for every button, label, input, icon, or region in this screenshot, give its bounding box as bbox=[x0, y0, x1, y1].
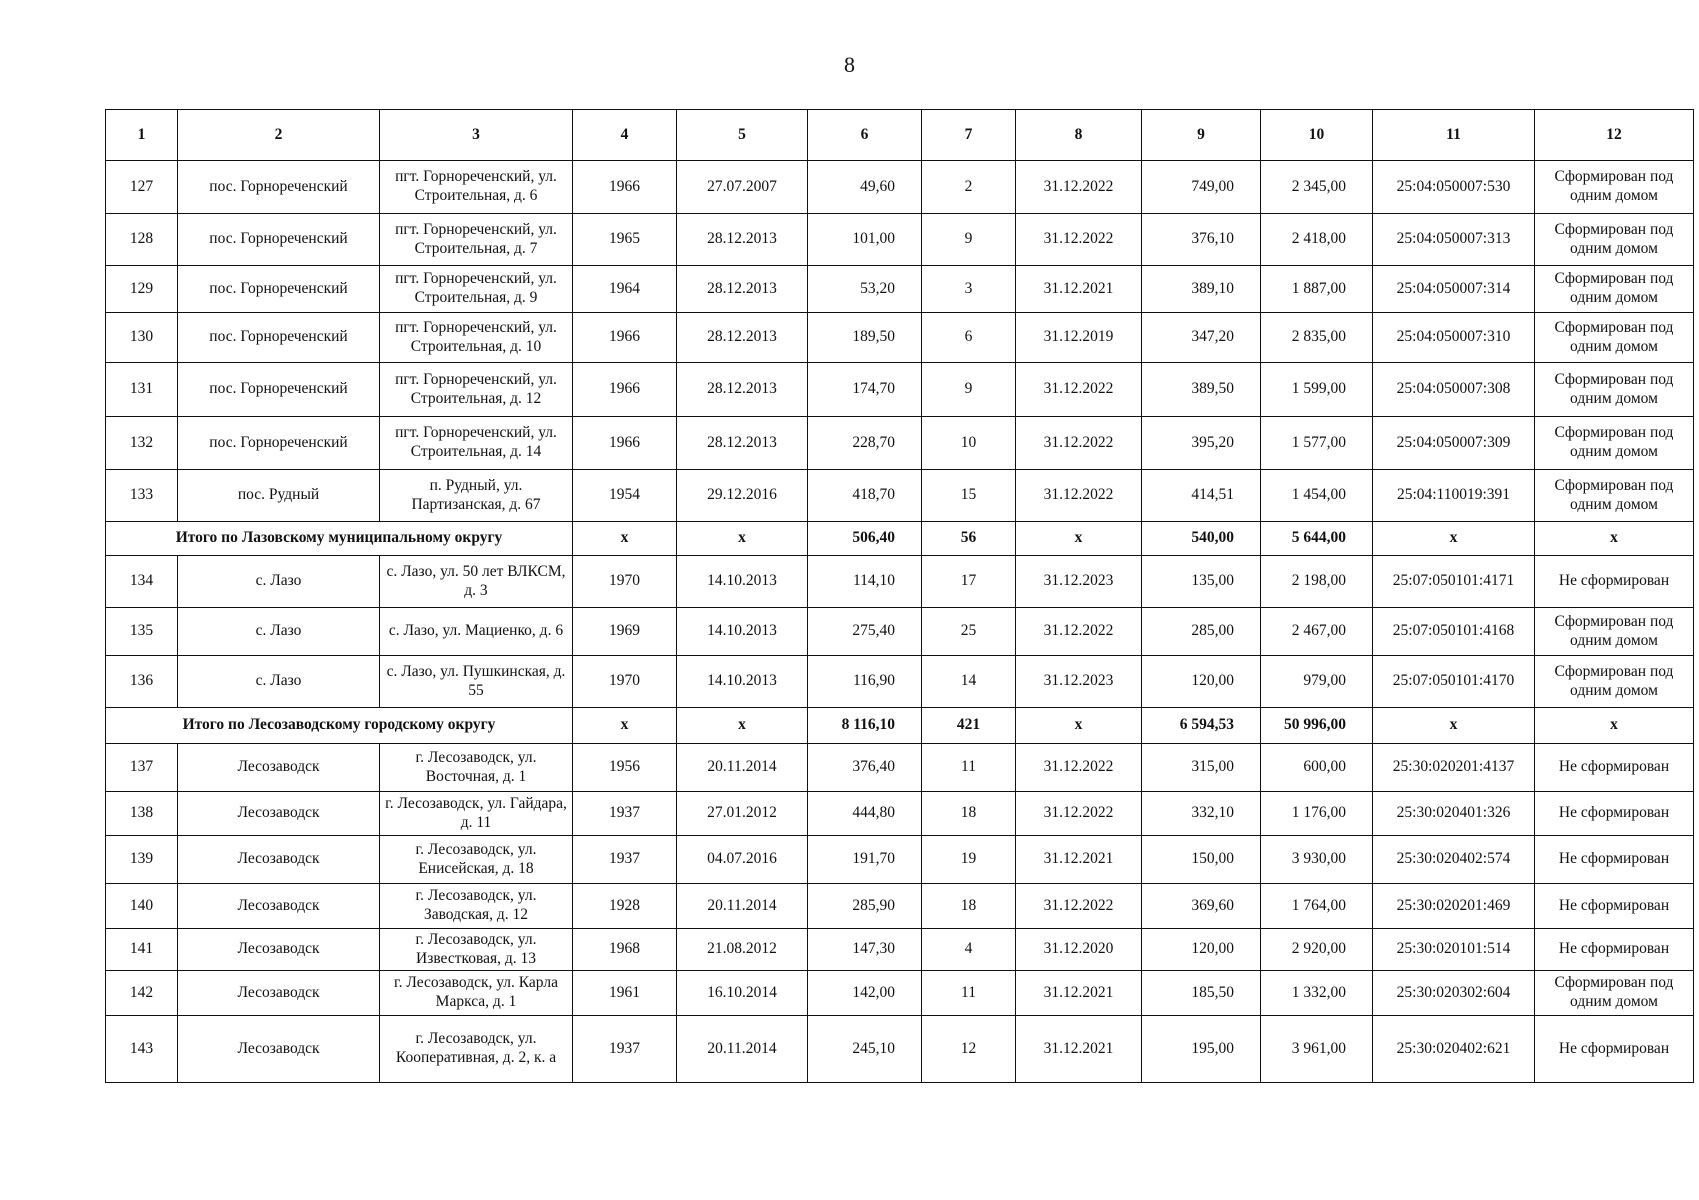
area-cell: 2 920,00 bbox=[1261, 929, 1373, 971]
area-cell: 444,80 bbox=[808, 792, 922, 836]
year-cell: 1966 bbox=[573, 313, 677, 363]
deadline-cell: 31.12.2021 bbox=[1016, 836, 1142, 884]
column-header: 6 bbox=[808, 110, 922, 161]
settlement-cell: пос. Рудный bbox=[178, 470, 380, 522]
settlement-cell: Лесозаводск bbox=[178, 884, 380, 929]
settlement-cell: Лесозаводск bbox=[178, 836, 380, 884]
area-cell: 1 176,00 bbox=[1261, 792, 1373, 836]
subtotal-value-cell: x bbox=[1535, 708, 1694, 744]
cadastral-number-cell: 25:04:050007:309 bbox=[1373, 417, 1535, 470]
residents-cell: 9 bbox=[922, 214, 1016, 266]
address-cell: с. Лазо, ул. 50 лет ВЛКСМ, д. 3 bbox=[380, 556, 573, 608]
table-row bbox=[106, 744, 1694, 792]
year-cell: 1966 bbox=[573, 363, 677, 417]
row-number-cell: 135 bbox=[106, 608, 178, 656]
year-cell: 1965 bbox=[573, 214, 677, 266]
table-row bbox=[106, 884, 1694, 929]
land-status-cell: Сформирован под одним домом bbox=[1535, 470, 1694, 522]
area-cell: 114,10 bbox=[808, 556, 922, 608]
date-cell: 20.11.2014 bbox=[677, 1016, 808, 1083]
column-header: 8 bbox=[1016, 110, 1142, 161]
settlement-cell: Лесозаводск bbox=[178, 971, 380, 1016]
residents-cell: 11 bbox=[922, 971, 1016, 1016]
subtotal-value-cell: x bbox=[573, 708, 677, 744]
residents-cell: 4 bbox=[922, 929, 1016, 971]
settlement-cell: пос. Горнореченский bbox=[178, 363, 380, 417]
row-number-cell: 142 bbox=[106, 971, 178, 1016]
area-cell: 418,70 bbox=[808, 470, 922, 522]
address-cell: с. Лазо, ул. Мациенко, д. 6 bbox=[380, 608, 573, 656]
area-cell: 150,00 bbox=[1142, 836, 1261, 884]
subtotal-value-cell: 5 644,00 bbox=[1261, 522, 1373, 556]
land-status-cell: Сформирован под одним домом bbox=[1535, 161, 1694, 214]
residents-cell: 6 bbox=[922, 313, 1016, 363]
residents-cell: 2 bbox=[922, 161, 1016, 214]
year-cell: 1954 bbox=[573, 470, 677, 522]
deadline-cell: 31.12.2022 bbox=[1016, 161, 1142, 214]
deadline-cell: 31.12.2019 bbox=[1016, 313, 1142, 363]
settlement-cell: Лесозаводск bbox=[178, 1016, 380, 1083]
table-row bbox=[106, 214, 1694, 266]
table-row bbox=[106, 161, 1694, 214]
area-cell: 347,20 bbox=[1142, 313, 1261, 363]
year-cell: 1968 bbox=[573, 929, 677, 971]
settlement-cell: пос. Горнореченский bbox=[178, 161, 380, 214]
row-number-cell: 139 bbox=[106, 836, 178, 884]
settlement-cell: с. Лазо bbox=[178, 608, 380, 656]
area-cell: 1 599,00 bbox=[1261, 363, 1373, 417]
area-cell: 414,51 bbox=[1142, 470, 1261, 522]
subtotal-value-cell: 506,40 bbox=[808, 522, 922, 556]
area-cell: 395,20 bbox=[1142, 417, 1261, 470]
area-cell: 332,10 bbox=[1142, 792, 1261, 836]
cadastral-number-cell: 25:30:020401:326 bbox=[1373, 792, 1535, 836]
row-number-cell: 136 bbox=[106, 656, 178, 708]
area-cell: 49,60 bbox=[808, 161, 922, 214]
area-cell: 376,40 bbox=[808, 744, 922, 792]
table-row bbox=[106, 1016, 1694, 1083]
cadastral-number-cell: 25:30:020302:604 bbox=[1373, 971, 1535, 1016]
deadline-cell: 31.12.2021 bbox=[1016, 971, 1142, 1016]
date-cell: 14.10.2013 bbox=[677, 556, 808, 608]
area-cell: 185,50 bbox=[1142, 971, 1261, 1016]
housing-register-table bbox=[105, 109, 1694, 1083]
date-cell: 20.11.2014 bbox=[677, 744, 808, 792]
area-cell: 191,70 bbox=[808, 836, 922, 884]
residents-cell: 9 bbox=[922, 363, 1016, 417]
address-cell: пгт. Горнореченский, ул. Строительная, д. 10 bbox=[380, 313, 573, 363]
cadastral-number-cell: 25:30:020101:514 bbox=[1373, 929, 1535, 971]
row-number-cell: 130 bbox=[106, 313, 178, 363]
area-cell: 3 930,00 bbox=[1261, 836, 1373, 884]
row-number-cell: 132 bbox=[106, 417, 178, 470]
land-status-cell: Не сформирован bbox=[1535, 792, 1694, 836]
date-cell: 14.10.2013 bbox=[677, 656, 808, 708]
table-row bbox=[106, 836, 1694, 884]
area-cell: 285,90 bbox=[808, 884, 922, 929]
residents-cell: 3 bbox=[922, 266, 1016, 313]
subtotal-value-cell: 421 bbox=[922, 708, 1016, 744]
date-cell: 27.01.2012 bbox=[677, 792, 808, 836]
cadastral-number-cell: 25:07:050101:4168 bbox=[1373, 608, 1535, 656]
area-cell: 53,20 bbox=[808, 266, 922, 313]
cadastral-number-cell: 25:04:050007:310 bbox=[1373, 313, 1535, 363]
land-status-cell: Сформирован под одним домом bbox=[1535, 266, 1694, 313]
land-status-cell: Сформирован под одним домом bbox=[1535, 214, 1694, 266]
settlement-cell: пос. Горнореченский bbox=[178, 266, 380, 313]
address-cell: г. Лесозаводск, ул. Енисейская, д. 18 bbox=[380, 836, 573, 884]
subtotal-value-cell: 50 996,00 bbox=[1261, 708, 1373, 744]
subtotal-label: Итого по Лазовскому муниципальному округу bbox=[106, 522, 573, 556]
residents-cell: 25 bbox=[922, 608, 1016, 656]
date-cell: 28.12.2013 bbox=[677, 214, 808, 266]
column-header: 4 bbox=[573, 110, 677, 161]
area-cell: 189,50 bbox=[808, 313, 922, 363]
address-cell: пгт. Горнореченский, ул. Строительная, д. 12 bbox=[380, 363, 573, 417]
residents-cell: 17 bbox=[922, 556, 1016, 608]
year-cell: 1961 bbox=[573, 971, 677, 1016]
cadastral-number-cell: 25:30:020402:621 bbox=[1373, 1016, 1535, 1083]
area-cell: 600,00 bbox=[1261, 744, 1373, 792]
address-cell: г. Лесозаводск, ул. Известковая, д. 13 bbox=[380, 929, 573, 971]
area-cell: 174,70 bbox=[808, 363, 922, 417]
date-cell: 28.12.2013 bbox=[677, 363, 808, 417]
deadline-cell: 31.12.2021 bbox=[1016, 266, 1142, 313]
cadastral-number-cell: 25:30:020402:574 bbox=[1373, 836, 1535, 884]
year-cell: 1970 bbox=[573, 556, 677, 608]
column-header: 12 bbox=[1535, 110, 1694, 161]
area-cell: 285,00 bbox=[1142, 608, 1261, 656]
subtotal-value-cell: 56 bbox=[922, 522, 1016, 556]
row-number-cell: 127 bbox=[106, 161, 178, 214]
column-header: 7 bbox=[922, 110, 1016, 161]
table-row bbox=[106, 929, 1694, 971]
address-cell: г. Лесозаводск, ул. Карла Маркса, д. 1 bbox=[380, 971, 573, 1016]
residents-cell: 19 bbox=[922, 836, 1016, 884]
table-row bbox=[106, 417, 1694, 470]
area-cell: 245,10 bbox=[808, 1016, 922, 1083]
subtotal-value-cell: x bbox=[1373, 522, 1535, 556]
year-cell: 1966 bbox=[573, 161, 677, 214]
address-cell: пгт. Горнореченский, ул. Строительная, д. 14 bbox=[380, 417, 573, 470]
land-status-cell: Не сформирован bbox=[1535, 744, 1694, 792]
area-cell: 1 764,00 bbox=[1261, 884, 1373, 929]
residents-cell: 15 bbox=[922, 470, 1016, 522]
area-cell: 369,60 bbox=[1142, 884, 1261, 929]
column-number-header-row bbox=[106, 110, 1694, 161]
area-cell: 1 332,00 bbox=[1261, 971, 1373, 1016]
area-cell: 389,50 bbox=[1142, 363, 1261, 417]
row-number-cell: 134 bbox=[106, 556, 178, 608]
land-status-cell: Не сформирован bbox=[1535, 836, 1694, 884]
area-cell: 1 887,00 bbox=[1261, 266, 1373, 313]
residents-cell: 12 bbox=[922, 1016, 1016, 1083]
land-status-cell: Сформирован под одним домом bbox=[1535, 656, 1694, 708]
subtotal-value-cell: x bbox=[677, 708, 808, 744]
table-row bbox=[106, 313, 1694, 363]
deadline-cell: 31.12.2023 bbox=[1016, 656, 1142, 708]
area-cell: 228,70 bbox=[808, 417, 922, 470]
row-number-cell: 140 bbox=[106, 884, 178, 929]
table-body bbox=[106, 161, 1694, 1083]
subtotal-value-cell: x bbox=[1535, 522, 1694, 556]
cadastral-number-cell: 25:04:050007:308 bbox=[1373, 363, 1535, 417]
cadastral-number-cell: 25:04:050007:314 bbox=[1373, 266, 1535, 313]
subtotal-value-cell: x bbox=[677, 522, 808, 556]
land-status-cell: Сформирован под одним домом bbox=[1535, 313, 1694, 363]
subtotal-value-cell: x bbox=[1016, 522, 1142, 556]
address-cell: г. Лесозаводск, ул. Заводская, д. 12 bbox=[380, 884, 573, 929]
subtotal-value-cell: x bbox=[573, 522, 677, 556]
residents-cell: 11 bbox=[922, 744, 1016, 792]
year-cell: 1937 bbox=[573, 1016, 677, 1083]
year-cell: 1964 bbox=[573, 266, 677, 313]
address-cell: пгт. Горнореченский, ул. Строительная, д. 7 bbox=[380, 214, 573, 266]
deadline-cell: 31.12.2023 bbox=[1016, 556, 1142, 608]
row-number-cell: 133 bbox=[106, 470, 178, 522]
settlement-cell: Лесозаводск bbox=[178, 929, 380, 971]
residents-cell: 10 bbox=[922, 417, 1016, 470]
year-cell: 1966 bbox=[573, 417, 677, 470]
column-header: 10 bbox=[1261, 110, 1373, 161]
settlement-cell: пос. Горнореченский bbox=[178, 214, 380, 266]
area-cell: 315,00 bbox=[1142, 744, 1261, 792]
area-cell: 979,00 bbox=[1261, 656, 1373, 708]
subtotal-row bbox=[106, 708, 1694, 744]
address-cell: п. Рудный, ул. Партизанская, д. 67 bbox=[380, 470, 573, 522]
subtotal-value-cell: 6 594,53 bbox=[1142, 708, 1261, 744]
date-cell: 21.08.2012 bbox=[677, 929, 808, 971]
subtotal-label: Итого по Лесозаводскому городскому округу bbox=[106, 708, 573, 744]
year-cell: 1970 bbox=[573, 656, 677, 708]
area-cell: 2 467,00 bbox=[1261, 608, 1373, 656]
date-cell: 27.07.2007 bbox=[677, 161, 808, 214]
column-header: 2 bbox=[178, 110, 380, 161]
table-row bbox=[106, 608, 1694, 656]
subtotal-row bbox=[106, 522, 1694, 556]
row-number-cell: 129 bbox=[106, 266, 178, 313]
address-cell: пгт. Горнореченский, ул. Строительная, д. 6 bbox=[380, 161, 573, 214]
cadastral-number-cell: 25:04:050007:313 bbox=[1373, 214, 1535, 266]
deadline-cell: 31.12.2022 bbox=[1016, 608, 1142, 656]
date-cell: 04.07.2016 bbox=[677, 836, 808, 884]
settlement-cell: с. Лазо bbox=[178, 656, 380, 708]
area-cell: 142,00 bbox=[808, 971, 922, 1016]
deadline-cell: 31.12.2022 bbox=[1016, 417, 1142, 470]
deadline-cell: 31.12.2022 bbox=[1016, 470, 1142, 522]
area-cell: 135,00 bbox=[1142, 556, 1261, 608]
page-number: 8 bbox=[844, 52, 855, 77]
land-status-cell: Сформирован под одним домом bbox=[1535, 608, 1694, 656]
area-cell: 2 345,00 bbox=[1261, 161, 1373, 214]
deadline-cell: 31.12.2022 bbox=[1016, 363, 1142, 417]
table-row bbox=[106, 656, 1694, 708]
row-number-cell: 141 bbox=[106, 929, 178, 971]
area-cell: 195,00 bbox=[1142, 1016, 1261, 1083]
column-header: 11 bbox=[1373, 110, 1535, 161]
cadastral-number-cell: 25:04:110019:391 bbox=[1373, 470, 1535, 522]
year-cell: 1937 bbox=[573, 792, 677, 836]
residents-cell: 14 bbox=[922, 656, 1016, 708]
date-cell: 29.12.2016 bbox=[677, 470, 808, 522]
land-status-cell: Не сформирован bbox=[1535, 1016, 1694, 1083]
cadastral-number-cell: 25:30:020201:4137 bbox=[1373, 744, 1535, 792]
area-cell: 2 835,00 bbox=[1261, 313, 1373, 363]
area-cell: 749,00 bbox=[1142, 161, 1261, 214]
deadline-cell: 31.12.2022 bbox=[1016, 214, 1142, 266]
table-row bbox=[106, 971, 1694, 1016]
settlement-cell: с. Лазо bbox=[178, 556, 380, 608]
land-status-cell: Сформирован под одним домом bbox=[1535, 417, 1694, 470]
area-cell: 116,90 bbox=[808, 656, 922, 708]
land-status-cell: Не сформирован bbox=[1535, 929, 1694, 971]
cadastral-number-cell: 25:04:050007:530 bbox=[1373, 161, 1535, 214]
year-cell: 1969 bbox=[573, 608, 677, 656]
date-cell: 28.12.2013 bbox=[677, 266, 808, 313]
date-cell: 28.12.2013 bbox=[677, 417, 808, 470]
row-number-cell: 128 bbox=[106, 214, 178, 266]
land-status-cell: Сформирован под одним домом bbox=[1535, 971, 1694, 1016]
land-status-cell: Не сформирован bbox=[1535, 884, 1694, 929]
area-cell: 275,40 bbox=[808, 608, 922, 656]
column-header: 5 bbox=[677, 110, 808, 161]
year-cell: 1937 bbox=[573, 836, 677, 884]
address-cell: г. Лесозаводск, ул. Гайдара, д. 11 bbox=[380, 792, 573, 836]
year-cell: 1928 bbox=[573, 884, 677, 929]
residents-cell: 18 bbox=[922, 792, 1016, 836]
table-row bbox=[106, 792, 1694, 836]
residents-cell: 18 bbox=[922, 884, 1016, 929]
area-cell: 1 454,00 bbox=[1261, 470, 1373, 522]
area-cell: 101,00 bbox=[808, 214, 922, 266]
deadline-cell: 31.12.2022 bbox=[1016, 884, 1142, 929]
date-cell: 16.10.2014 bbox=[677, 971, 808, 1016]
date-cell: 28.12.2013 bbox=[677, 313, 808, 363]
address-cell: с. Лазо, ул. Пушкинская, д. 55 bbox=[380, 656, 573, 708]
settlement-cell: Лесозаводск bbox=[178, 744, 380, 792]
subtotal-value-cell: x bbox=[1016, 708, 1142, 744]
subtotal-value-cell: 8 116,10 bbox=[808, 708, 922, 744]
date-cell: 14.10.2013 bbox=[677, 608, 808, 656]
area-cell: 120,00 bbox=[1142, 929, 1261, 971]
table-row bbox=[106, 556, 1694, 608]
date-cell: 20.11.2014 bbox=[677, 884, 808, 929]
area-cell: 3 961,00 bbox=[1261, 1016, 1373, 1083]
column-header: 9 bbox=[1142, 110, 1261, 161]
area-cell: 1 577,00 bbox=[1261, 417, 1373, 470]
row-number-cell: 137 bbox=[106, 744, 178, 792]
row-number-cell: 138 bbox=[106, 792, 178, 836]
settlement-cell: пос. Горнореченский bbox=[178, 313, 380, 363]
area-cell: 2 418,00 bbox=[1261, 214, 1373, 266]
cadastral-number-cell: 25:30:020201:469 bbox=[1373, 884, 1535, 929]
subtotal-value-cell: 540,00 bbox=[1142, 522, 1261, 556]
table-row bbox=[106, 470, 1694, 522]
deadline-cell: 31.12.2020 bbox=[1016, 929, 1142, 971]
subtotal-value-cell: x bbox=[1373, 708, 1535, 744]
land-status-cell: Сформирован под одним домом bbox=[1535, 363, 1694, 417]
deadline-cell: 31.12.2022 bbox=[1016, 792, 1142, 836]
column-header: 1 bbox=[106, 110, 178, 161]
address-cell: г. Лесозаводск, ул. Кооперативная, д. 2, к. а bbox=[380, 1016, 573, 1083]
row-number-cell: 143 bbox=[106, 1016, 178, 1083]
land-status-cell: Не сформирован bbox=[1535, 556, 1694, 608]
deadline-cell: 31.12.2022 bbox=[1016, 744, 1142, 792]
cadastral-number-cell: 25:07:050101:4170 bbox=[1373, 656, 1535, 708]
table-row bbox=[106, 266, 1694, 313]
area-cell: 120,00 bbox=[1142, 656, 1261, 708]
address-cell: г. Лесозаводск, ул. Восточная, д. 1 bbox=[380, 744, 573, 792]
year-cell: 1956 bbox=[573, 744, 677, 792]
area-cell: 389,10 bbox=[1142, 266, 1261, 313]
column-header: 3 bbox=[380, 110, 573, 161]
area-cell: 147,30 bbox=[808, 929, 922, 971]
address-cell: пгт. Горнореченский, ул. Строительная, д. 9 bbox=[380, 266, 573, 313]
cadastral-number-cell: 25:07:050101:4171 bbox=[1373, 556, 1535, 608]
area-cell: 376,10 bbox=[1142, 214, 1261, 266]
settlement-cell: пос. Горнореченский bbox=[178, 417, 380, 470]
area-cell: 2 198,00 bbox=[1261, 556, 1373, 608]
settlement-cell: Лесозаводск bbox=[178, 792, 380, 836]
table-row bbox=[106, 363, 1694, 417]
deadline-cell: 31.12.2021 bbox=[1016, 1016, 1142, 1083]
row-number-cell: 131 bbox=[106, 363, 178, 417]
